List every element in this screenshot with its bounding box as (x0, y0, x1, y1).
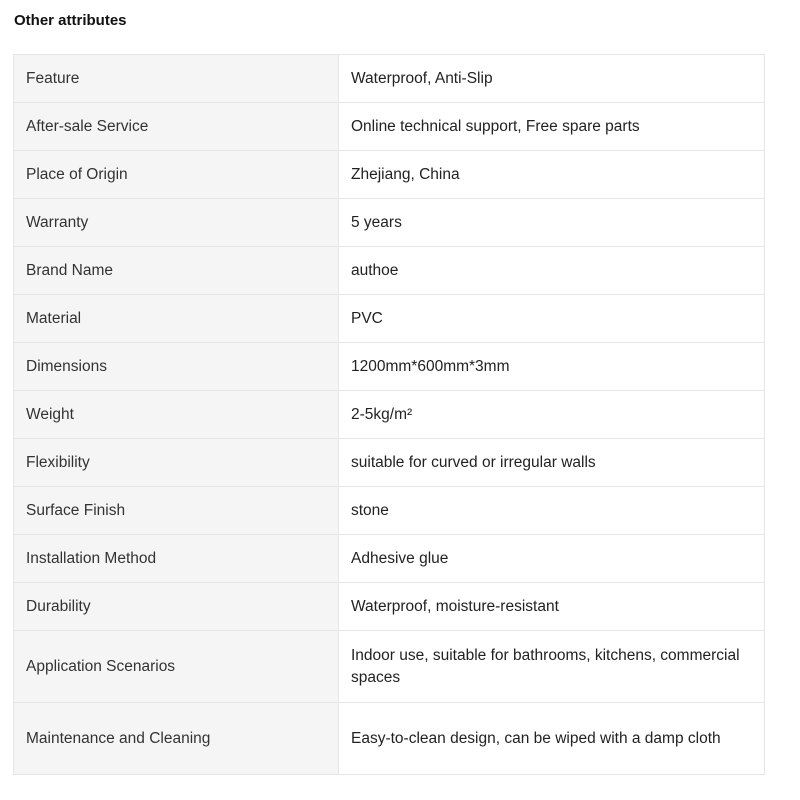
table-row (14, 439, 765, 487)
attribute-value: 1200mm*600mm*3mm (339, 343, 765, 391)
attribute-key: Warranty (14, 199, 339, 247)
table-row (14, 199, 765, 247)
table-row (14, 391, 765, 439)
attribute-value: Zhejiang, China (339, 151, 765, 199)
attribute-key: Maintenance and Cleaning (14, 703, 339, 775)
section-title: Other attributes (14, 12, 127, 29)
attribute-value: Waterproof, moisture-resistant (339, 583, 765, 631)
table-row (14, 487, 765, 535)
table-row (14, 295, 765, 343)
attribute-key: Surface Finish (14, 487, 339, 535)
attribute-key: After-sale Service (14, 103, 339, 151)
attribute-value: Online technical support, Free spare parts (339, 103, 765, 151)
table-row (14, 247, 765, 295)
attribute-value: stone (339, 487, 765, 535)
attribute-value: 2-5kg/m² (339, 391, 765, 439)
attribute-key: Application Scenarios (14, 631, 339, 703)
attribute-key: Brand Name (14, 247, 339, 295)
attribute-key: Dimensions (14, 343, 339, 391)
attribute-key: Feature (14, 55, 339, 103)
table-row (14, 55, 765, 103)
table-row (14, 535, 765, 583)
attribute-key: Installation Method (14, 535, 339, 583)
table-row (14, 583, 765, 631)
table-row (14, 631, 765, 703)
attribute-value: Adhesive glue (339, 535, 765, 583)
attribute-key: Weight (14, 391, 339, 439)
attributes-table (13, 54, 765, 775)
attribute-value: 5 years (339, 199, 765, 247)
attribute-value: Indoor use, suitable for bathrooms, kitchens, commercial spaces (339, 631, 765, 703)
attribute-value: authoe (339, 247, 765, 295)
attribute-key: Material (14, 295, 339, 343)
table-row (14, 151, 765, 199)
attribute-value: PVC (339, 295, 765, 343)
table-row (14, 703, 765, 775)
attribute-value: suitable for curved or irregular walls (339, 439, 765, 487)
attribute-value: Waterproof, Anti-Slip (339, 55, 765, 103)
attribute-key: Durability (14, 583, 339, 631)
table-row (14, 103, 765, 151)
table-row (14, 343, 765, 391)
attribute-key: Flexibility (14, 439, 339, 487)
attribute-key: Place of Origin (14, 151, 339, 199)
attribute-value: Easy-to-clean design, can be wiped with a damp cloth (339, 703, 765, 775)
